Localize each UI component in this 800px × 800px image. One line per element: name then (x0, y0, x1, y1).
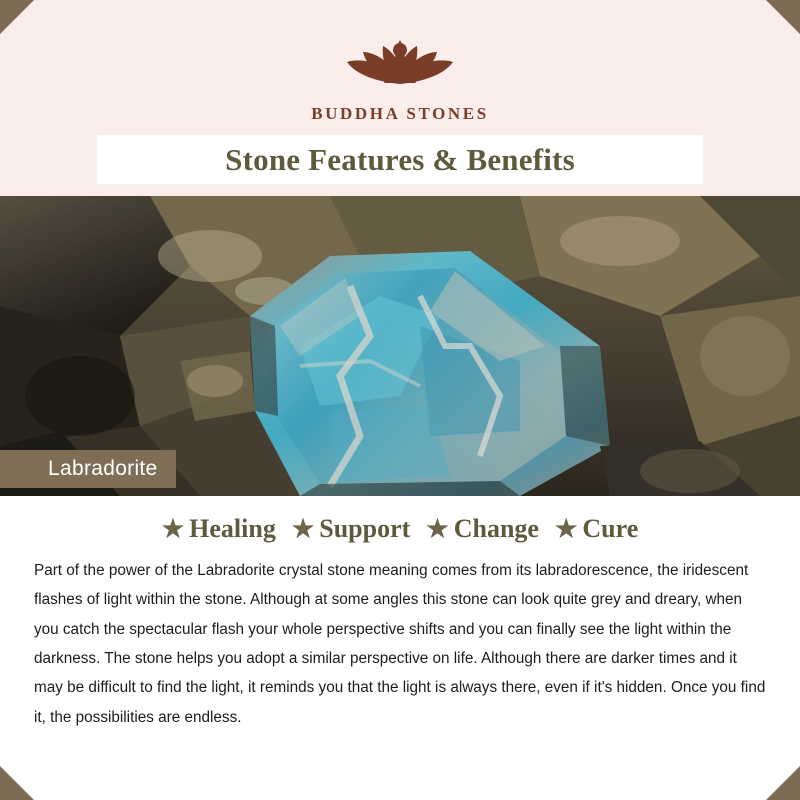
content-section (0, 496, 800, 800)
page-title: Stone Features & Benefits (225, 141, 575, 177)
star-icon: ★ (426, 515, 449, 543)
benefit-label: Change (453, 514, 539, 543)
benefit-item (162, 514, 276, 544)
benefit-label: Healing (189, 514, 276, 543)
benefit-label: Cure (582, 514, 639, 543)
stone-name-label: Labradorite (0, 450, 176, 488)
corner-decoration-bottom-left (0, 766, 34, 800)
lotus-meditation-icon (325, 22, 475, 102)
benefit-item (555, 514, 638, 544)
corner-decoration-top-left (0, 0, 34, 34)
benefit-item (292, 514, 410, 544)
benefit-label: Support (319, 514, 411, 543)
hero-image (0, 196, 800, 496)
brand-name: BUDDHA STONES (311, 104, 489, 123)
corner-decoration-bottom-right (766, 766, 800, 800)
benefit-item (426, 514, 539, 544)
corner-decoration-top-right (766, 0, 800, 34)
title-banner (97, 135, 703, 184)
star-icon: ★ (554, 515, 578, 543)
star-icon: ★ (291, 515, 315, 543)
page-header (0, 0, 800, 196)
benefits-row (34, 514, 766, 544)
star-icon: ★ (161, 515, 185, 543)
description-paragraph: Part of the power of the Labradorite crystal stone meaning comes from its labradorescence, the iridescent flashes of light within the stone. Although at some angles this stone can look quite grey and dreary, when you catch the spectacular flash your whole perspective shifts and you can finally see the light within the darkness. The stone helps you adopt a similar perspective on life. Although there are darker times and it may be difficult to find the light, it reminds you that the light is always there, even if it's hidden. Once you find it, the possibilities are endless. (34, 562, 766, 726)
